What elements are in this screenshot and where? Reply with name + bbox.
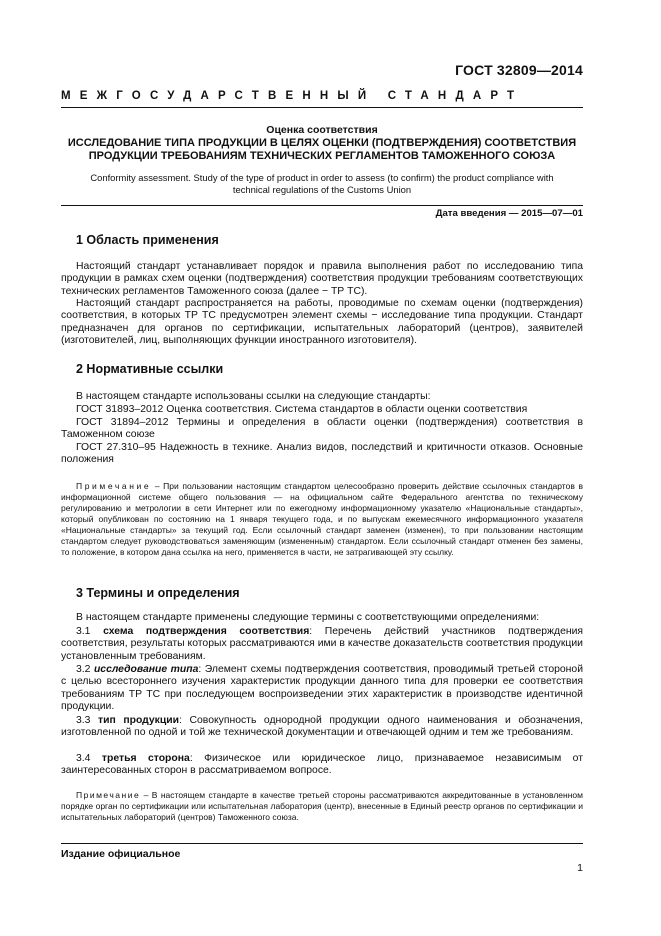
- note-label: Примечание: [76, 481, 152, 491]
- reference-text: ГОСТ 27.310–95 Надежность в технике. Анализ видов, последствий и критичности отказов. Основные положения: [61, 442, 583, 466]
- introduction-date: Дата введения — 2015—07—01: [435, 208, 583, 219]
- title-category: Оценка соответствия: [266, 124, 378, 136]
- term-number: 3.1: [76, 626, 91, 637]
- reference-text: ГОСТ 31894–2012 Термины и определения в области оценки (подтверждения) соответствия в Таможенном союзе: [61, 417, 583, 441]
- term-definition: : Физическое или юридическое лицо, признаваемое независимым от заинтересованных сторон в рассматриваемом вопросе.: [61, 753, 583, 777]
- intro-divider: [61, 205, 583, 206]
- section-3-intro: [61, 612, 583, 624]
- section-1-paragraph-1-text: Настоящий стандарт устанавливает порядок и правила выполнения работ по исследованию типа продукции в рамках схем оценки (подтверждения) соответствия продукции требованиям соответствующих технических регламентов Таможенного союза (далее − ТР ТС).: [61, 261, 583, 297]
- standard-banner: МЕЖГОСУДАРСТВЕННЫЙ СТАНДАРТ: [61, 90, 524, 102]
- term-definition: : Перечень действий участников подтверждения соответствия, результаты которых рассматриваются ими в качестве доказательств соответствия продукции установленным требованиям.: [61, 626, 584, 662]
- note-label: Примечание: [76, 790, 141, 800]
- section-2-intro: [61, 391, 583, 403]
- edition-label: Издание официальное: [61, 848, 181, 860]
- term-number: 3.2: [76, 664, 91, 675]
- term-name: тип продукции: [98, 715, 180, 726]
- footer-divider: [61, 843, 583, 844]
- term-name: третья сторона: [101, 753, 190, 764]
- term-name: схема подтверждения соответствия: [103, 626, 310, 637]
- page-number: 1: [577, 862, 583, 874]
- section-1-paragraph-1: [61, 261, 583, 298]
- reference-item: [61, 404, 583, 416]
- term-number: 3.3: [76, 715, 91, 726]
- section-3-intro-text: В настоящем стандарте применены следующие термины с соответствующими определениями:: [76, 612, 540, 623]
- english-title-line1: Conformity assessment. Study of the type of product in order to assess (to confirm) the product compliance with: [90, 172, 554, 183]
- term-entry: [61, 664, 583, 713]
- term-entry: [61, 715, 583, 740]
- section-2-note: [61, 481, 583, 558]
- banner-divider: [61, 107, 583, 108]
- title-block: [61, 124, 583, 162]
- term-name: исследование типа: [93, 664, 199, 675]
- document-code: ГОСТ 32809—2014: [455, 62, 583, 78]
- note-text: – При пользовании настоящим стандартом целесообразно проверить действие ссылочных стандартов в информационной системе общего пользования — на официальном сайте Федерального агентства по техническому регулированию и метрологии в сети Интернет или по ежегодному информационному указателю «Национальные стандарты», который опубликован по состоянию на 1 января текущего года, и по выпускам ежемесячного информационного указателя «Национальные стандарты» за текущий год. Если ссылочный стандарт заменен (изменен), то при пользовании настоящим стандартом следует руководствоваться заменяющим (измененным) стандартом. Если ссылочный стандарт отменен без замены, то положение, в котором дана ссылка на него, применяется в части, не затрагивающей эту ссылку.: [61, 481, 583, 557]
- reference-text: ГОСТ 31893–2012 Оценка соответствия. Система стандартов в области оценки соответствия: [76, 404, 528, 415]
- section-1-title: 1 Область применения: [76, 233, 219, 247]
- english-title: [61, 172, 583, 196]
- term-definition: : Совокупность однородной продукции одного наименования и обозначения, изготовленной по одной и той же технической документации и отвечающей одним и тем же требованиям.: [61, 715, 584, 739]
- reference-item: [61, 442, 583, 467]
- english-title-line2: technical regulations of the Customs Union: [232, 184, 412, 195]
- term-entry: [61, 753, 583, 778]
- title-main-line1: ИССЛЕДОВАНИЕ ТИПА ПРОДУКЦИИ В ЦЕЛЯХ ОЦЕНКИ (ПОДТВЕРЖДЕНИЯ) СООТВЕТСТВИЯ: [67, 137, 577, 149]
- reference-item: [61, 417, 583, 442]
- section-2-title: 2 Нормативные ссылки: [76, 362, 224, 376]
- section-2-intro-text: В настоящем стандарте использованы ссылки на следующие стандарты:: [76, 391, 431, 402]
- note-text: – В настоящем стандарте в качестве третьей стороны рассматриваются аккредитованные в установленном порядке орган по сертификации или испытательная лаборатория (центр), внесенные в Единый реестр органов по сертификации и испытательных лабораторий (центров) Таможенного союза.: [61, 790, 583, 822]
- section-1-paragraph-2: [61, 298, 583, 347]
- term-entry: [61, 626, 583, 663]
- section-3-note: [61, 790, 583, 823]
- title-main-line2: ПРОДУКЦИИ ТРЕБОВАНИЯМ ТЕХНИЧЕСКИХ РЕГЛАМЕНТОВ ТАМОЖЕННОГО СОЮЗА: [88, 149, 556, 162]
- section-3-title: 3 Термины и определения: [76, 586, 240, 600]
- term-number: 3.4: [76, 753, 91, 764]
- term-definition: : Элемент схемы подтверждения соответствия, проводимый третьей стороной с целью всестороннего изучения характеристик продукции данного типа для проверки ее соответствия требованиям ТР ТС при последующем воспроизведении этих характеристик в производстве идентичной продукции.: [61, 664, 583, 712]
- section-1-paragraph-2-text: Настоящий стандарт распространяется на работы, проводимые по схемам оценки (подтверждения) соответствия, в которых ТР ТС предусмотрен элемент схемы − исследование типа продукции. Стандарт предназначен для органов по сертификации, испытательных лабораторий (центров), заявителей (изготовителей, лиц, выполняющих функции иностранного изготовителя).: [61, 298, 583, 346]
